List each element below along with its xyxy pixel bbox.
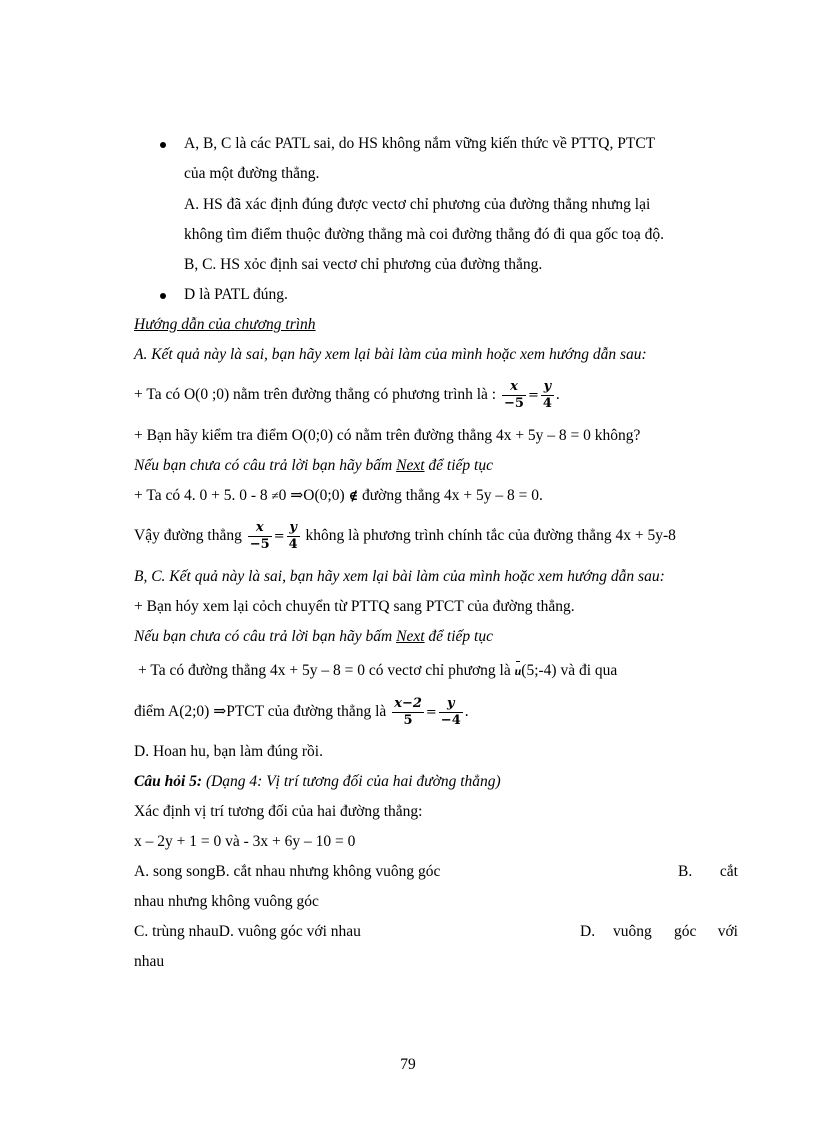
bullet-1-a-line-2: không tìm điểm thuộc đường thẳng mà coi đường thẳng đó đi qua gốc toạ độ. bbox=[184, 226, 665, 243]
answer-row-2: C. trùng nhauD. vuông góc với nhau D. vuông góc với bbox=[134, 923, 738, 940]
next-link[interactable]: Next bbox=[396, 457, 425, 474]
question-prompt: Xác định vị trí tương đối của hai đường thẳng: bbox=[134, 803, 423, 820]
bullet-1-line-1: A, B, C là các PATL sai, do HS không nắm vững kiến thức về PTTQ, PTCT bbox=[184, 135, 656, 152]
option-c-d[interactable]: C. trùng nhauD. vuông góc với nhau bbox=[134, 923, 361, 940]
fraction-x-over-neg5: $\frac{x}{-5}$ bbox=[504, 378, 524, 411]
guide-bc-line-3: điểm A(2;0) ⇒PTCT của đường thẳng là $\frac{x-2}{5}$ = $\frac{y}{-4}$ . bbox=[134, 695, 469, 728]
guide-a-line-4: Vậy đường thẳng $\frac{x}{-5}$ = $\frac{y}{4}$ không là phương trình chính tắc của đường thẳng 4x + 5y-8 bbox=[134, 519, 676, 552]
fraction-y-over-neg4: $\frac{y}{-4}$ bbox=[440, 695, 461, 728]
page-number: 79 bbox=[400, 1056, 416, 1073]
vector-u: u bbox=[515, 661, 522, 681]
answer-row-1: A. song songB. cắt nhau nhưng không vuông góc B. cắt bbox=[134, 863, 738, 880]
guide-d-line: D. Hoan hu, bạn làm đúng rồi. bbox=[134, 743, 323, 760]
bullet-dot bbox=[160, 293, 166, 299]
fraction-y-over-4: $\frac{y}{4}$ bbox=[288, 519, 298, 552]
guide-bc-title: B, C. Kết quả này là sai, bạn hãy xem lại bài làm của mình hoặc xem hướng dẫn sau: bbox=[134, 568, 665, 585]
guide-a-line-2: + Bạn hãy kiểm tra điểm O(0;0) có nằm trên đường thẳng 4x + 5y – 8 = 0 không? bbox=[134, 427, 641, 444]
fraction-x-minus-2-over-5: $\frac{x-2}{5}$ bbox=[394, 695, 422, 728]
bullet-1-line-2: của một đường thẳng. bbox=[184, 165, 320, 182]
option-a-b[interactable]: A. song songB. cắt nhau nhưng không vuông góc bbox=[134, 863, 441, 880]
bullet-1-bc: B, C. HS xỏc định sai vectơ chỉ phương của đường thẳng. bbox=[184, 256, 543, 273]
bullet-2: D là PATL đúng. bbox=[184, 286, 288, 303]
guide-a-line-1: + Ta có O(0 ;0) nằm trên đường thẳng có phương trình là : $\frac{x}{-5}$ = $\frac{y}{4}$ . bbox=[134, 378, 560, 411]
answer-row-2-cont: nhau bbox=[134, 953, 165, 970]
bullet-1-a-line-1: A. HS đã xác định đúng được vectơ chỉ phương của đường thẳng nhưng lại bbox=[184, 196, 651, 213]
guide-bc-line-2: + Ta có đường thẳng 4x + 5y – 8 = 0 có vectơ chỉ phương là u(5;-4) và đi qua bbox=[138, 662, 618, 679]
not-in-symbol: ∉ bbox=[348, 488, 359, 503]
bullet-dot bbox=[160, 142, 166, 148]
not-equal-symbol: ≠ bbox=[271, 488, 279, 503]
implies-symbol: ⇒ bbox=[290, 487, 304, 504]
guide-next-hint-1: Nếu bạn chưa có câu trả lời bạn hãy bấm Next để tiếp tục bbox=[134, 457, 493, 474]
next-link[interactable]: Next bbox=[396, 628, 425, 645]
question-equations: x – 2y + 1 = 0 và - 3x + 6y – 10 = 0 bbox=[134, 833, 356, 850]
answer-row-1-cont: nhau nhưng không vuông góc bbox=[134, 893, 319, 910]
guide-heading: Hướng dẫn của chương trình bbox=[134, 316, 316, 333]
fraction-x-over-neg5: $\frac{x}{-5}$ bbox=[249, 519, 270, 552]
guide-bc-line-1: + Bạn hóy xem lại cỏch chuyển từ PTTQ sang PTCT của đường thẳng. bbox=[134, 598, 575, 615]
guide-next-hint-2: Nếu bạn chưa có câu trả lời bạn hãy bấm Next để tiếp tục bbox=[134, 628, 493, 645]
implies-symbol: ⇒ bbox=[213, 703, 227, 720]
question-title: Câu hỏi 5: (Dạng 4: Vị trí tương đối của hai đường thẳng) bbox=[134, 773, 501, 790]
guide-a-title: A. Kết quả này là sai, bạn hãy xem lại bài làm của mình hoặc xem hướng dẫn sau: bbox=[134, 346, 647, 363]
fraction-y-over-4: $\frac{y}{4}$ bbox=[542, 378, 552, 411]
guide-a-line-3: + Ta có 4. 0 + 5. 0 - 8 ≠0 ⇒O(0;0) ∉ đường thẳng 4x + 5y – 8 = 0. bbox=[134, 487, 543, 504]
